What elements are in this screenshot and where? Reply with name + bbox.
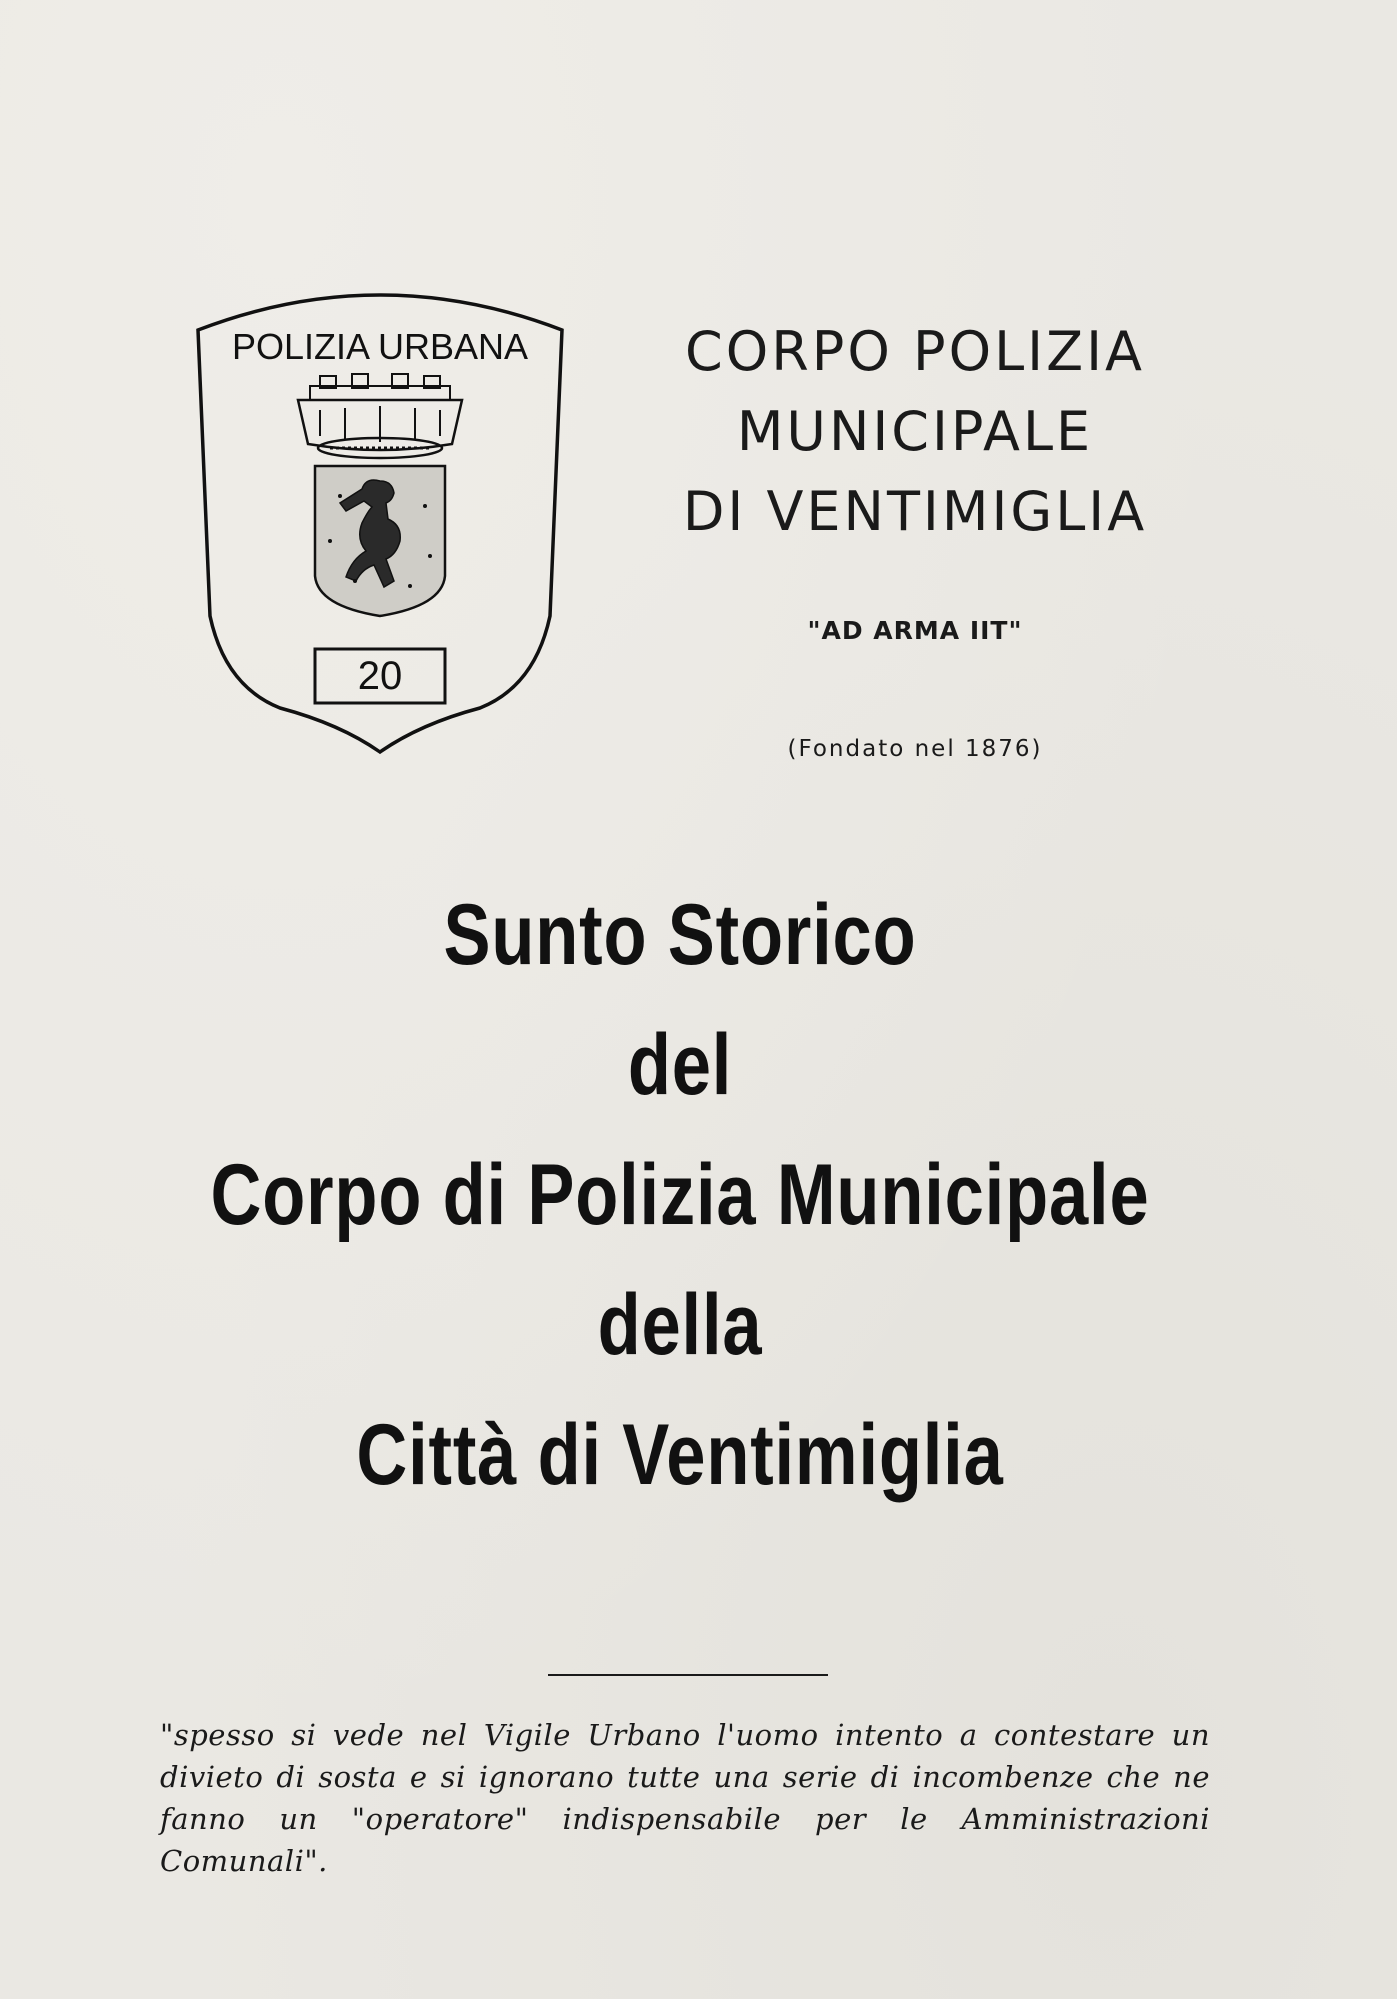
- motto: "AD ARMA IIT": [807, 616, 1023, 645]
- quote-text: "spesso si vede nel Vigile Urbano l'uomo intento a contestare un divieto di sosta e si ignorano tutte una serie di incombenze che ne fanno un "operatore" indispensabile per le Amministrazioni Comunali".: [160, 1718, 1210, 1878]
- crown-icon: [298, 374, 462, 458]
- title-line-4: della: [597, 1277, 763, 1373]
- title-line-5: Città di Ventimiglia: [356, 1407, 1004, 1503]
- coat-of-arms-icon: [315, 466, 445, 616]
- title-line-2: del: [627, 1017, 733, 1113]
- divider: [548, 1674, 828, 1676]
- header-line-1: CORPO POLIZIA: [685, 320, 1145, 383]
- police-badge: [180, 276, 580, 756]
- title-line-1: Sunto Storico: [443, 887, 917, 983]
- title-line-3: Corpo di Polizia Municipale: [210, 1147, 1150, 1243]
- badge-title: POLIZIA URBANA: [231, 326, 529, 367]
- document-title: [80, 870, 1280, 1520]
- header-line-3: DI VENTIMIGLIA: [682, 480, 1148, 543]
- header-block: [620, 312, 1210, 552]
- badge-number: 20: [357, 654, 403, 698]
- header-line-2: MUNICIPALE: [736, 400, 1094, 463]
- founded-date: (Fondato nel 1876): [787, 736, 1043, 762]
